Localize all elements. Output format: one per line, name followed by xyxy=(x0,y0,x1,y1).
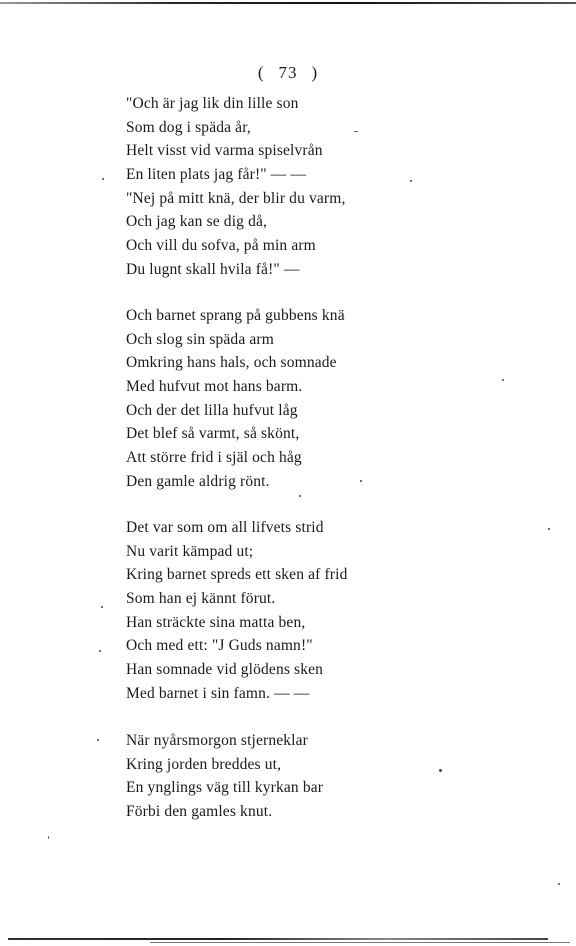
verse-line: Förbi den gamles knut. xyxy=(126,803,273,821)
verse-line: Han sträckte sina matta ben, xyxy=(126,613,306,631)
verse-line: Som han ej kännt förut. xyxy=(126,590,276,608)
verse-line: När nyårsmorgon stjerneklar xyxy=(126,732,308,749)
verse-line: Och med ett: "J Guds namn!" xyxy=(126,637,313,655)
verse-line: "Nej på mitt knä, der blir du varm, xyxy=(126,189,346,207)
scan-speck xyxy=(48,836,49,839)
verse-line: Det var som om all lifvets strid xyxy=(126,519,324,536)
verse-line: En liten plats jag får!" — — xyxy=(126,166,307,184)
page-number-value: 73 xyxy=(278,63,298,82)
scan-speck xyxy=(439,769,442,772)
verse-line: Och vill du sofva, på min arm xyxy=(126,237,316,255)
stanza-2 xyxy=(126,304,526,494)
verse-line: Den gamle aldrig rönt. xyxy=(126,472,270,490)
bottom-border-rule xyxy=(8,938,548,940)
verse-line: Och jag kan se dig då, xyxy=(126,213,268,231)
verse-line: Helt visst vid varma spiselvrån xyxy=(126,142,323,160)
verse-line: Du lugnt skall hvila få!" — xyxy=(126,260,300,278)
stanza-3 xyxy=(126,516,526,706)
verse-line: Omkring hans hals, och somnade xyxy=(126,354,337,372)
scan-speck xyxy=(97,739,99,741)
verse-line: Att större frid i själ och håg xyxy=(126,449,302,467)
scan-speck xyxy=(99,650,101,652)
scan-speck xyxy=(299,495,301,497)
scan-speck xyxy=(360,480,362,482)
verse-line: Med barnet i sin famn. — — xyxy=(126,684,310,702)
verse-line: Och der det lilla hufvut låg xyxy=(126,401,298,419)
scan-speck xyxy=(558,883,560,885)
page-number-close-paren: ) xyxy=(311,63,319,82)
verse-line: Det blef så varmt, så skönt, xyxy=(126,425,300,443)
scan-speck xyxy=(502,379,504,381)
page-number-open-paren: ( xyxy=(257,63,265,82)
scan-speck xyxy=(101,606,103,608)
stanza-1 xyxy=(126,92,526,282)
verse-line: Och slog sin späda arm xyxy=(126,330,274,348)
bottom-border-rule-secondary xyxy=(150,942,570,943)
page-number xyxy=(0,63,576,83)
scan-speck xyxy=(102,178,104,180)
verse-line: "Och är jag lik din lille son xyxy=(126,95,299,112)
stanza-4 xyxy=(126,729,526,824)
verse-line: En ynglings väg till kyrkan bar xyxy=(126,779,324,797)
verse-line: Kring jorden breddes ut, xyxy=(126,755,282,773)
verse-line: Som dog i späda år, xyxy=(126,118,251,136)
scan-speck xyxy=(548,528,550,530)
top-border-rule xyxy=(0,2,576,4)
verse-line: Han somnade vid glödens sken xyxy=(126,661,324,679)
scan-speck xyxy=(354,131,358,132)
verse-line: Kring barnet spreds ett sken af frid xyxy=(126,566,348,584)
verse-line: Med hufvut mot hans barm. xyxy=(126,378,303,396)
verse-line: Nu varit kämpad ut; xyxy=(126,542,254,560)
scan-speck xyxy=(410,180,412,182)
verse-line: Och barnet sprang på gubbens knä xyxy=(126,307,345,324)
